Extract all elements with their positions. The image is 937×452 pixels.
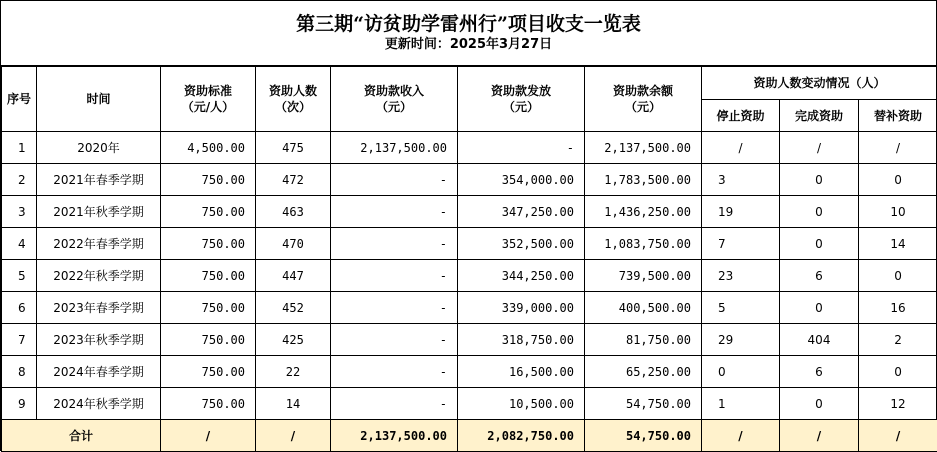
total-people[interactable]: / [256,420,331,452]
total-stop[interactable]: / [702,420,780,452]
cell-balance[interactable]: 65,250.00 [585,356,702,388]
cell-payout[interactable]: 318,750.00 [458,324,585,356]
table-row [2,388,937,420]
cell-standard[interactable]: 750.00 [161,388,256,420]
cell-income[interactable]: - [331,356,458,388]
table-row [2,196,937,228]
title-block [1,1,936,66]
cell-time[interactable]: 2021年秋季学期 [37,196,161,228]
cell-people[interactable]: 425 [256,324,331,356]
cell-time[interactable]: 2024年秋季学期 [37,388,161,420]
cell-time[interactable]: 2023年秋季学期 [37,324,161,356]
cell-replace[interactable]: 0 [859,164,937,196]
table-row [2,260,937,292]
cell-stop[interactable]: 23 [702,260,780,292]
cell-time[interactable]: 2020年 [37,132,161,164]
cell-income[interactable]: - [331,324,458,356]
cell-seq[interactable]: 7 [2,324,37,356]
cell-balance[interactable]: 54,750.00 [585,388,702,420]
cell-time[interactable]: 2024年春季学期 [37,356,161,388]
update-time: 更新时间：2025年3月27日 [1,36,936,54]
cell-people[interactable]: 22 [256,356,331,388]
cell-income[interactable]: - [331,388,458,420]
header-people-line2: （次） [256,99,330,115]
table-row [2,132,937,164]
cell-payout[interactable]: 339,000.00 [458,292,585,324]
cell-complete[interactable]: 6 [780,356,859,388]
header-seq: 序号 [2,67,37,132]
total-income[interactable]: 2,137,500.00 [331,420,458,452]
table-row [2,324,937,356]
cell-payout[interactable]: 352,500.00 [458,228,585,260]
cell-people[interactable]: 447 [256,260,331,292]
cell-payout[interactable]: 10,500.00 [458,388,585,420]
total-label[interactable]: 合计 [2,420,161,452]
cell-people[interactable]: 452 [256,292,331,324]
header-change-group: 资助人数变动情况（人） [702,67,937,100]
header-standard-line1: 资助标准 [161,83,255,99]
header-balance-line2: （元） [585,99,701,115]
cell-income[interactable]: - [331,228,458,260]
cell-replace[interactable]: 2 [859,324,937,356]
cell-seq[interactable]: 8 [2,356,37,388]
total-payout[interactable]: 2,082,750.00 [458,420,585,452]
cell-replace[interactable]: 0 [859,356,937,388]
cell-payout[interactable]: 16,500.00 [458,356,585,388]
cell-people[interactable]: 475 [256,132,331,164]
sheet-title: 第三期“访贫助学雷州行”项目收支一览表 [1,1,936,35]
total-replace[interactable]: / [859,420,937,452]
cell-replace[interactable]: 0 [859,260,937,292]
cell-stop[interactable]: 5 [702,292,780,324]
cell-seq[interactable]: 2 [2,164,37,196]
header-standard-line2: （元/人） [161,99,255,115]
cell-balance[interactable]: 1,083,750.00 [585,228,702,260]
header-income-line2: （元） [331,99,457,115]
header-balance-line1: 资助款余额 [585,83,701,99]
cell-stop[interactable]: 0 [702,356,780,388]
cell-standard[interactable]: 750.00 [161,196,256,228]
cell-people[interactable]: 14 [256,388,331,420]
cell-complete[interactable]: 0 [780,164,859,196]
cell-complete[interactable]: 0 [780,388,859,420]
cell-balance[interactable]: 739,500.00 [585,260,702,292]
cell-people[interactable]: 470 [256,228,331,260]
table-row [2,292,937,324]
cell-replace[interactable]: 16 [859,292,937,324]
cell-replace[interactable]: 14 [859,228,937,260]
funding-table [1,66,937,452]
header-replace: 替补资助 [859,100,937,132]
header-income [331,67,458,132]
cell-seq[interactable]: 9 [2,388,37,420]
total-balance[interactable]: 54,750.00 [585,420,702,452]
cell-complete[interactable]: 0 [780,292,859,324]
cell-income[interactable]: 2,137,500.00 [331,132,458,164]
cell-complete[interactable]: 0 [780,196,859,228]
cell-standard[interactable]: 750.00 [161,292,256,324]
total-row [2,420,937,452]
header-payout [458,67,585,132]
cell-stop[interactable]: 19 [702,196,780,228]
header-row-1 [2,67,937,100]
cell-balance[interactable]: 1,783,500.00 [585,164,702,196]
cell-people[interactable]: 472 [256,164,331,196]
header-payout-line1: 资助款发放 [458,83,584,99]
total-standard[interactable]: / [161,420,256,452]
cell-replace[interactable]: 12 [859,388,937,420]
cell-payout[interactable]: 354,000.00 [458,164,585,196]
cell-income[interactable]: - [331,260,458,292]
cell-standard[interactable]: 750.00 [161,324,256,356]
cell-complete[interactable]: 404 [780,324,859,356]
header-payout-line2: （元） [458,99,584,115]
cell-balance[interactable]: 2,137,500.00 [585,132,702,164]
header-time: 时间 [37,67,161,132]
header-complete: 完成资助 [780,100,859,132]
cell-payout[interactable]: - [458,132,585,164]
header-standard [161,67,256,132]
cell-stop[interactable]: 7 [702,228,780,260]
header-stop: 停止资助 [702,100,780,132]
cell-standard[interactable]: 750.00 [161,164,256,196]
cell-time[interactable]: 2021年春季学期 [37,164,161,196]
cell-replace[interactable]: 10 [859,196,937,228]
table-row [2,356,937,388]
cell-payout[interactable]: 344,250.00 [458,260,585,292]
cell-income[interactable]: - [331,196,458,228]
table-row [2,228,937,260]
total-complete[interactable]: / [780,420,859,452]
header-income-line1: 资助款收入 [331,83,457,99]
cell-people[interactable]: 463 [256,196,331,228]
header-balance [585,67,702,132]
cell-balance[interactable]: 1,436,250.00 [585,196,702,228]
cell-complete[interactable]: 0 [780,228,859,260]
cell-time[interactable]: 2023年春季学期 [37,292,161,324]
cell-seq[interactable]: 5 [2,260,37,292]
cell-stop[interactable]: / [702,132,780,164]
header-people [256,67,331,132]
cell-complete[interactable]: 6 [780,260,859,292]
cell-seq[interactable]: 1 [2,132,37,164]
cell-payout[interactable]: 347,250.00 [458,196,585,228]
cell-stop[interactable]: 1 [702,388,780,420]
cell-stop[interactable]: 3 [702,164,780,196]
cell-complete[interactable]: / [780,132,859,164]
cell-standard[interactable]: 750.00 [161,356,256,388]
table-row [2,164,937,196]
cell-replace[interactable]: / [859,132,937,164]
cell-seq[interactable]: 4 [2,228,37,260]
cell-income[interactable]: - [331,292,458,324]
cell-stop[interactable]: 29 [702,324,780,356]
cell-balance[interactable]: 81,750.00 [585,324,702,356]
cell-standard[interactable]: 750.00 [161,228,256,260]
cell-seq[interactable]: 3 [2,196,37,228]
cell-balance[interactable]: 400,500.00 [585,292,702,324]
cell-time[interactable]: 2022年春季学期 [37,228,161,260]
cell-standard[interactable]: 4,500.00 [161,132,256,164]
cell-income[interactable]: - [331,164,458,196]
cell-standard[interactable]: 750.00 [161,260,256,292]
cell-time[interactable]: 2022年秋季学期 [37,260,161,292]
cell-seq[interactable]: 6 [2,292,37,324]
header-people-line1: 资助人数 [256,83,330,99]
